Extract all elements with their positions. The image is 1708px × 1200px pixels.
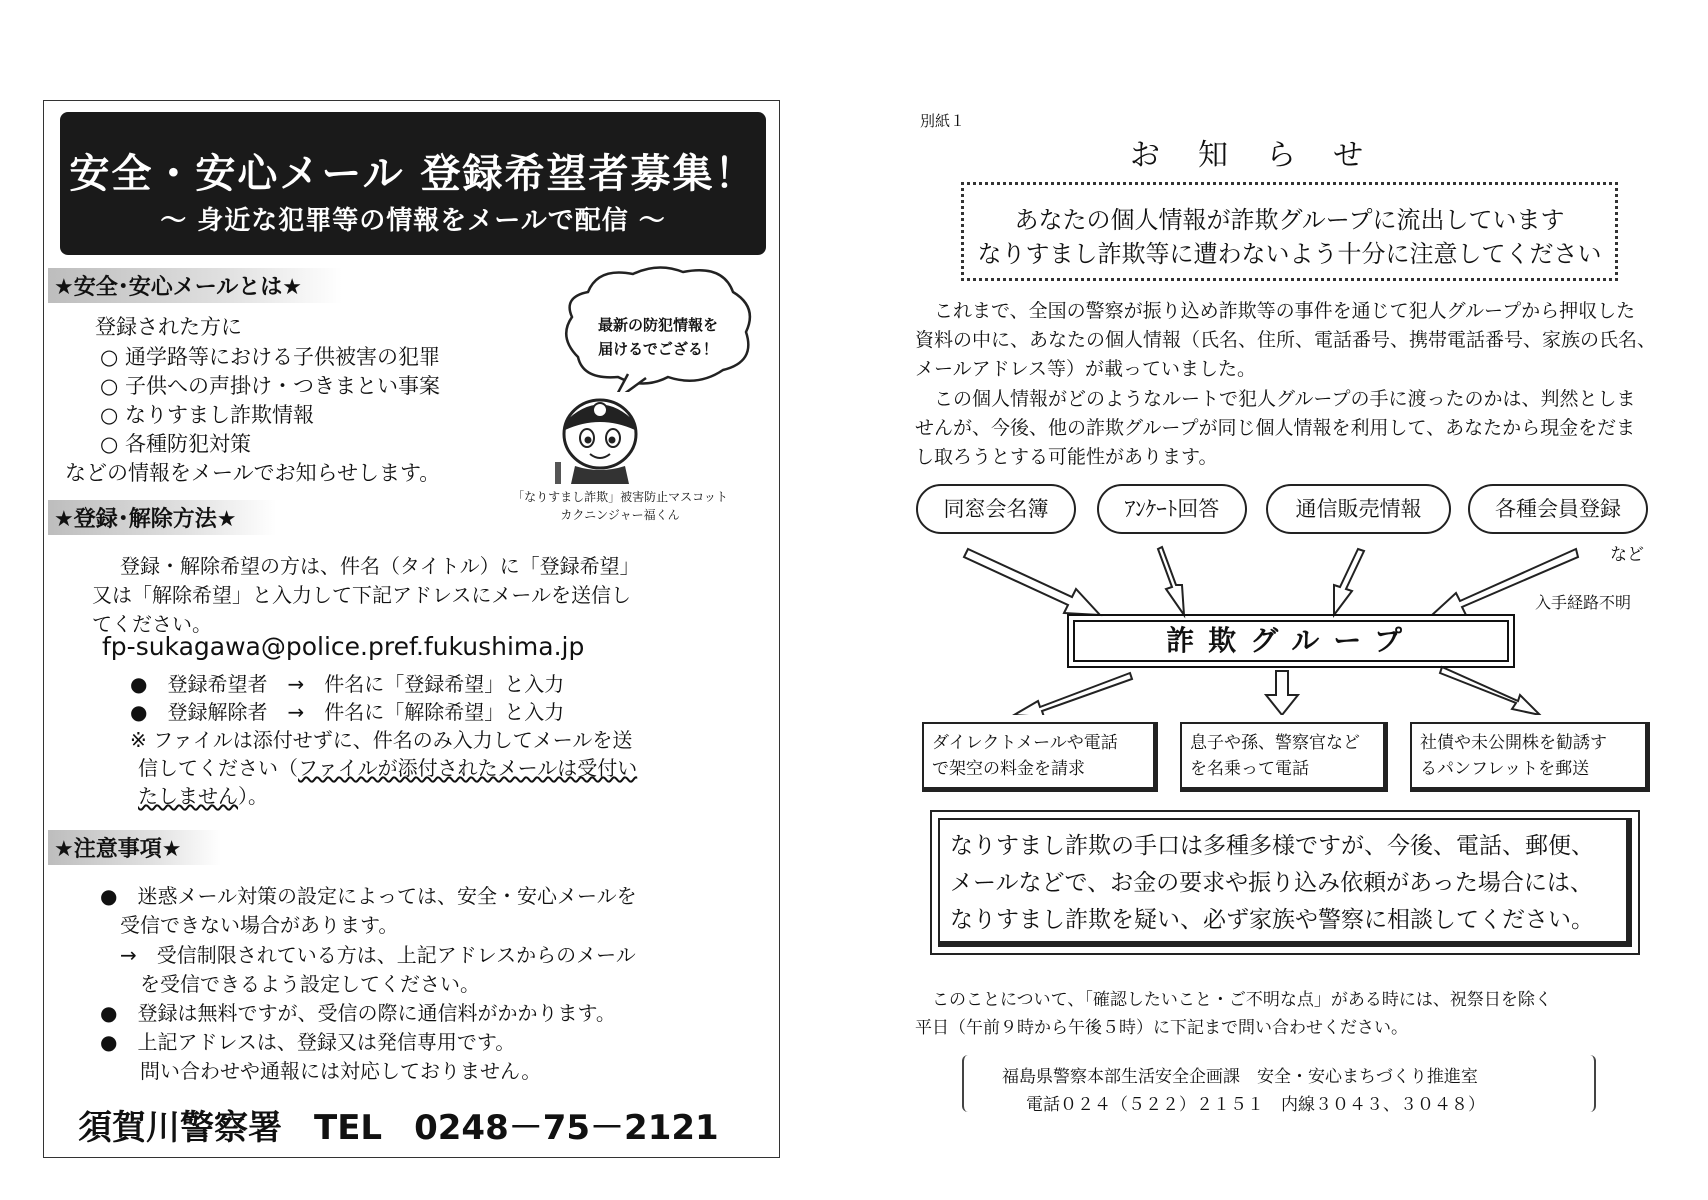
source-pill: 通信販売情報 [1266, 484, 1451, 534]
notice-paragraph-line: し取ろうとする可能性があります。 [915, 446, 1218, 468]
outcome-line: るパンフレットを郵送 [1420, 759, 1590, 779]
outcome-box [922, 722, 1158, 792]
arrow-icon [1158, 547, 1184, 615]
about-intro: 登録された方に [95, 315, 242, 339]
tel-label: TEL [314, 1108, 383, 1148]
caution-line: を受信できるよう設定してください。 [100, 972, 480, 996]
mascot-caption-line: カクニンジャー福くん [560, 508, 680, 522]
outcome-box [1410, 722, 1650, 792]
contact-email[interactable]: fp-sukagawa@police.pref.fukushima.jp [102, 632, 585, 661]
section-heading-caution: ★注意事項★ [48, 830, 221, 865]
arrow-icon [964, 549, 1100, 615]
arrow-icon [1014, 673, 1132, 715]
closing-line: 平日（午前９時から午後５時）に下記まで問い合わせください。 [915, 1018, 1408, 1038]
police-station-name: 須賀川警察署 [78, 1108, 282, 1148]
annex-label: 別紙１ [920, 112, 966, 130]
notice-paragraph-line: せんが、今後、他の詐欺グループが同じ個人情報を利用して、あなたから現金をだま [915, 417, 1636, 439]
bubble-text [568, 313, 748, 361]
warning-line: なりすまし詐欺の手口は多種多様ですが、今後、電話、郵便、 [950, 833, 1594, 859]
flyer-footer [78, 1100, 751, 1149]
outcome-line: を名乗って電話 [1190, 759, 1309, 779]
caution-line: ● 迷惑メール対策の設定によっては、安全・安心メールを [100, 884, 637, 908]
section-heading-about: ★安全･安心メールとは★ [48, 268, 342, 303]
ninja-mascot-icon [545, 392, 655, 487]
note-underlined: ファイルが添付されたメールは受付い [298, 756, 638, 780]
flyer-title: 安全・安心メール 登録希望者募集！ [69, 151, 757, 197]
section-heading-register: ★登録･解除方法★ [48, 500, 276, 535]
register-text: 又は「解除希望」と入力して下記アドレスにメールを送信し [92, 583, 631, 607]
alert-line: なりすまし詐欺等に遭わないよう十分に注意してください [977, 240, 1602, 268]
note-plain: ）。 [238, 784, 268, 808]
about-item: ○ 通学路等における子供被害の犯罪 [100, 345, 440, 369]
alert-line: あなたの個人情報が詐欺グループに流出しています [1014, 206, 1565, 234]
outcome-line: で架空の料金を請求 [932, 759, 1085, 779]
caution-line: 受信できない場合があります。 [100, 913, 399, 937]
contact-department: 福島県警察本部生活安全企画課 安全・安心まちづくり推進室 [1002, 1067, 1478, 1087]
notice-title: お知らせ [1130, 138, 1402, 173]
source-pill: 同窓会名簿 [916, 484, 1076, 534]
register-bullet: ● 登録希望者 → 件名に「登録希望」と入力 [130, 672, 565, 696]
about-outro: などの情報をメールでお知らせします。 [65, 461, 441, 485]
arrow-icon [1266, 671, 1298, 715]
warning-line: メールなどで、お金の要求や振り込み依頼があった場合には、 [950, 870, 1593, 896]
mascot-caption-line: 「なりすまし詐欺」被害防止マスコット [512, 490, 728, 504]
register-text: てください。 [92, 612, 212, 636]
caution-line: → 受信制限されている方は、上記アドレスからのメール [100, 943, 636, 967]
register-note: ※ ファイルは添付せずに、件名のみ入力してメールを送 [130, 728, 633, 752]
warning-box [938, 818, 1632, 947]
sources-more: など [1610, 545, 1644, 565]
register-text: 登録・解除希望の方は、件名（タイトル）に「登録希望」 [120, 554, 640, 578]
closing-line: このことについて、「確認したいこと・ご不明な点」がある時には、祝祭日を除く [915, 990, 1552, 1010]
unknown-route-label: 入手経路不明 [1535, 593, 1632, 612]
caution-line: 問い合わせや通報には対応しておりません。 [100, 1059, 542, 1083]
notice-paragraph-line: 資料の中に、あなたの個人情報（氏名、住所、電話番号、携帯電話番号、家族の氏名、 [915, 329, 1657, 351]
arrow-icon [1440, 667, 1540, 715]
outcome-line: 息子や孫、警察官など [1190, 733, 1360, 753]
bubble-line: 届けるでござる！ [598, 340, 718, 358]
source-pill: 各種会員登録 [1468, 484, 1648, 534]
note-underlined: たしません [138, 784, 238, 808]
notice-paragraph-line: この個人情報がどのようなルートで犯人グループの手に渡ったのかは、判然としま [915, 388, 1636, 410]
warning-line: なりすまし詐欺を疑い、必ず家族や警察に相談してください。 [950, 907, 1594, 933]
arrow-icon [1432, 549, 1578, 615]
about-item: ○ 各種防犯対策 [100, 432, 251, 456]
notice-paragraph-line: メールアドレス等）が載っていました。 [915, 358, 1257, 380]
flyer-subtitle: ～ 身近な犯罪等の情報をメールで配信 ～ [160, 206, 666, 236]
notice-paragraph-line: これまで、全国の警察が振り込め詐欺等の事件を通じて犯人グループから押収した [915, 300, 1636, 322]
note-plain: 信してください（ [138, 756, 298, 780]
outcome-box [1180, 722, 1388, 792]
arrow-icon [1334, 549, 1364, 615]
about-item: ○ なりすまし詐欺情報 [100, 403, 314, 427]
outcome-line: 社債や未公開株を勧誘す [1420, 733, 1607, 753]
fraud-group-label: 詐欺グループ [1073, 620, 1509, 662]
bubble-line: 最新の防犯情報を [597, 316, 718, 334]
tel-number[interactable]: 0248－75－2121 [414, 1108, 719, 1148]
register-note [138, 754, 637, 782]
contact-phone[interactable]: 電話０２４（５２２）２１５１ 内線３０４３、３０４８） [1026, 1095, 1485, 1115]
register-note [138, 782, 268, 810]
register-bullet: ● 登録解除者 → 件名に「解除希望」と入力 [130, 700, 565, 724]
caution-line: ● 登録は無料ですが、受信の際に通信料がかかります。 [100, 1001, 616, 1025]
mascot-caption [490, 488, 750, 524]
about-item: ○ 子供への声掛け・つきまとい事案 [100, 374, 440, 398]
outcome-line: ダイレクトメールや電話 [932, 733, 1118, 753]
caution-line: ● 上記アドレスは、登録又は発信専用です。 [100, 1030, 516, 1054]
source-pill: ｱﾝｹｰﾄ回答 [1097, 484, 1247, 534]
